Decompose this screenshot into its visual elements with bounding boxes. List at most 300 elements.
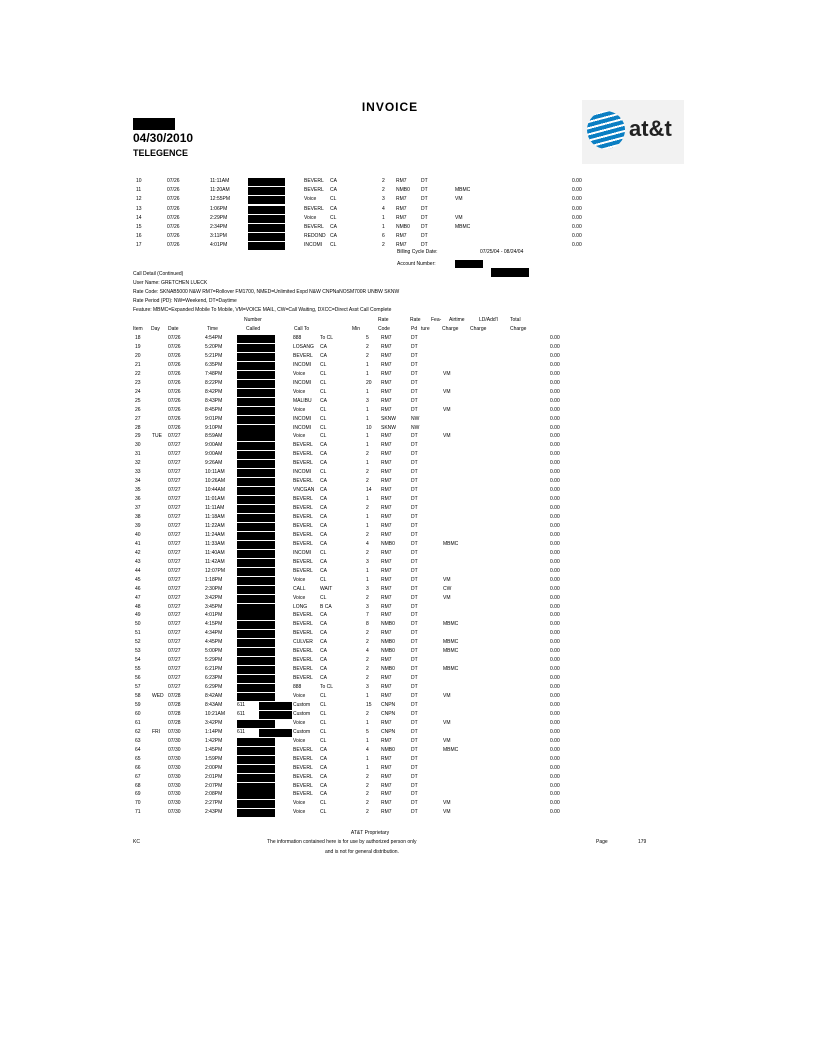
call-time: 1:45PM xyxy=(205,746,223,753)
feature: VM xyxy=(443,800,451,807)
call-to-state: CA xyxy=(320,496,327,503)
total-charge: 0.00 xyxy=(572,233,582,240)
number-called-redacted xyxy=(237,675,275,683)
item-number: 26 xyxy=(135,406,141,413)
call-time: 1:59PM xyxy=(205,755,223,762)
item-number: 64 xyxy=(135,746,141,753)
call-to-city: Voice xyxy=(293,388,306,395)
table-row xyxy=(0,442,816,451)
total-charge: 0.00 xyxy=(550,397,560,404)
minutes: 15 xyxy=(366,701,372,708)
feature: VM xyxy=(443,576,451,583)
col-airtime-charge: Charge xyxy=(442,326,459,332)
call-time: 11:33AM xyxy=(205,540,225,547)
number-called-redacted xyxy=(237,416,275,424)
call-time: 9:26AM xyxy=(205,460,223,467)
minutes: 3 xyxy=(366,558,369,565)
footer-page-number: 179 xyxy=(638,839,647,845)
number-called-redacted xyxy=(237,451,275,459)
total-charge: 0.00 xyxy=(550,460,560,467)
call-time: 1:18PM xyxy=(205,576,223,583)
rate-period: DT xyxy=(421,178,428,184)
rate-code: NMB0 xyxy=(396,224,410,230)
call-to-city: INCOMI xyxy=(304,242,323,249)
rate-period: DT xyxy=(411,397,418,404)
item-number: 12 xyxy=(136,196,142,203)
call-date: 07/27 xyxy=(168,612,181,619)
number-called-redacted xyxy=(248,196,285,204)
rate-period: NW xyxy=(411,415,420,422)
call-to-state: CA xyxy=(320,746,327,753)
item-number: 39 xyxy=(135,522,141,529)
call-date: 07/27 xyxy=(168,594,181,601)
redaction-block xyxy=(259,711,292,719)
number-called-redacted xyxy=(237,684,275,692)
number-called-redacted xyxy=(237,496,275,504)
table-row xyxy=(0,577,816,586)
rate-period: DT xyxy=(421,196,428,203)
item-number: 52 xyxy=(135,639,141,646)
number-called-redacted xyxy=(237,460,275,468)
rate-code: RM7 xyxy=(381,549,392,556)
number-called-redacted xyxy=(237,693,275,701)
minutes: 2 xyxy=(366,451,369,458)
rate-code: RM7 xyxy=(381,335,392,341)
number-called-redacted xyxy=(248,187,285,195)
call-time: 2:00PM xyxy=(205,764,223,771)
rate-period: DT xyxy=(411,585,418,592)
number-called-redacted xyxy=(237,639,275,647)
feature: VM xyxy=(443,719,451,726)
call-to-state: CA xyxy=(320,531,327,538)
rate-period: DT xyxy=(411,496,418,503)
item-number: 23 xyxy=(135,379,141,386)
item-number: 40 xyxy=(135,531,141,538)
call-to-state: CL xyxy=(320,728,327,735)
call-to-state: CL xyxy=(330,214,337,221)
call-date: 07/26 xyxy=(167,233,180,240)
number-called-redacted xyxy=(237,550,275,558)
minutes: 20 xyxy=(366,379,372,386)
call-to-state: CA xyxy=(320,657,327,664)
minutes: 1 xyxy=(366,693,369,699)
call-time: 11:01AM xyxy=(205,496,225,503)
call-time: 9:00AM xyxy=(205,442,223,449)
call-to-city: BEVERL xyxy=(293,666,313,673)
table-row xyxy=(0,809,816,818)
table-row xyxy=(0,398,816,407)
call-date: 07/28 xyxy=(168,710,181,717)
call-to-state: B CA xyxy=(320,603,332,610)
call-to-state: CL xyxy=(320,693,327,699)
table-row xyxy=(0,800,816,809)
item-number: 42 xyxy=(135,549,141,556)
call-time: 6:21PM xyxy=(205,666,223,673)
number-called-redacted xyxy=(237,362,275,370)
footer-page-label: Page xyxy=(596,839,608,845)
call-to-state: CA xyxy=(320,352,327,359)
total-charge: 0.00 xyxy=(550,370,560,377)
item-number: 28 xyxy=(135,424,141,431)
rate-code: RM7 xyxy=(381,469,392,476)
total-charge: 0.00 xyxy=(550,505,560,512)
rate-code: RM7 xyxy=(381,451,392,458)
call-to-city: BEVERL xyxy=(293,657,313,664)
number-called-redacted xyxy=(248,242,285,250)
total-charge: 0.00 xyxy=(572,187,582,194)
minutes: 2 xyxy=(366,675,369,682)
rate-code: NMB0 xyxy=(381,746,395,753)
col-ld-charge: Charge xyxy=(470,326,487,332)
rate-code: NMB0 xyxy=(381,540,395,547)
minutes: 2 xyxy=(366,657,369,664)
call-to-city: Voice xyxy=(293,576,306,583)
rate-period: DT xyxy=(411,576,418,583)
table-row xyxy=(0,568,816,577)
rate-code: RM7 xyxy=(381,433,392,440)
minutes: 2 xyxy=(366,809,369,816)
rate-period: DT xyxy=(411,469,418,476)
table-row xyxy=(0,747,816,756)
call-time: 10:11AM xyxy=(205,469,225,476)
call-to-city: 888 xyxy=(293,684,302,691)
rate-code: CNPN xyxy=(381,701,396,708)
total-charge: 0.00 xyxy=(572,214,582,221)
call-to-city: Voice xyxy=(304,214,317,221)
table-row xyxy=(0,765,816,774)
minutes: 1 xyxy=(382,214,385,221)
call-time: 2:08PM xyxy=(205,791,223,798)
total-charge: 0.00 xyxy=(550,791,560,798)
rate-code: RM7 xyxy=(396,205,407,212)
total-charge: 0.00 xyxy=(550,469,560,476)
call-to-city: BEVERL xyxy=(293,478,313,485)
item-number: 66 xyxy=(135,764,141,771)
rate-period: DT xyxy=(411,540,418,547)
call-to-city: BEVERL xyxy=(293,612,313,619)
table-row xyxy=(0,532,816,541)
table-row xyxy=(0,371,816,380)
call-time: 10:44AM xyxy=(205,487,226,494)
table-row xyxy=(0,335,816,344)
total-charge: 0.00 xyxy=(550,549,560,556)
total-charge: 0.00 xyxy=(550,576,560,583)
item-number: 61 xyxy=(135,719,141,726)
call-date: 07/26 xyxy=(168,343,181,350)
item-number: 20 xyxy=(135,352,141,359)
minutes: 2 xyxy=(366,666,369,673)
minutes: 5 xyxy=(366,728,369,735)
minutes: 2 xyxy=(366,549,369,556)
item-number: 71 xyxy=(135,809,141,816)
minutes: 1 xyxy=(366,388,369,395)
rate-period: DT xyxy=(411,800,418,807)
call-to-state: CA xyxy=(320,648,327,655)
rate-period: DT xyxy=(411,352,418,359)
feature: VM xyxy=(443,594,451,601)
table-row xyxy=(0,389,816,398)
table-row xyxy=(0,178,816,187)
total-charge: 0.00 xyxy=(550,442,560,449)
number-called-redacted xyxy=(237,783,275,791)
rate-code: RM7 xyxy=(381,406,392,413)
rate-period: DT xyxy=(411,460,418,467)
call-time: 3:42PM xyxy=(205,594,223,601)
call-date: 07/26 xyxy=(168,415,181,422)
item-number: 27 xyxy=(135,415,141,422)
call-to-city: INCOMI xyxy=(293,424,312,431)
rate-period: DT xyxy=(411,639,418,646)
call-time: 5:20PM xyxy=(205,343,223,350)
minutes: 4 xyxy=(366,540,369,547)
rate-period: DT xyxy=(421,187,428,194)
item-number: 60 xyxy=(135,710,141,717)
rate-period: DT xyxy=(411,648,418,655)
number-called-redacted xyxy=(237,353,275,361)
feature: VM xyxy=(443,388,451,395)
call-date: 07/27 xyxy=(168,621,181,628)
call-time: 10:26AM xyxy=(205,478,226,485)
total-charge: 0.00 xyxy=(550,478,560,485)
call-date: 07/26 xyxy=(168,370,181,377)
table-row xyxy=(0,206,816,215)
rate-period: DT xyxy=(411,693,418,699)
number-called-redacted xyxy=(237,442,275,450)
rate-period: DT xyxy=(411,594,418,601)
table-row xyxy=(0,648,816,657)
call-to-state: CL xyxy=(320,594,327,601)
call-time: 2:43PM xyxy=(205,809,223,816)
call-to-state: CA xyxy=(320,397,327,404)
call-date: 07/27 xyxy=(168,684,181,691)
call-date: 07/27 xyxy=(168,478,181,485)
rate-period-line: Rate Period (PD): NW=Weekend, DT=Daytime xyxy=(133,298,237,304)
total-charge: 0.00 xyxy=(550,809,560,816)
table-row xyxy=(0,353,816,362)
item-number: 33 xyxy=(135,469,141,476)
rate-period: DT xyxy=(411,442,418,449)
table-row xyxy=(0,693,816,702)
call-to-state: CL xyxy=(320,701,327,708)
call-to-state: CL xyxy=(330,196,337,203)
rate-code: RM7 xyxy=(381,684,392,691)
call-to-state: CA xyxy=(320,675,327,682)
call-time: 3:42PM xyxy=(205,719,223,726)
call-to-state: CA xyxy=(320,630,327,637)
call-to-state: CA xyxy=(320,540,327,547)
number-called-redacted xyxy=(237,648,275,656)
call-time: 8:42AM xyxy=(205,693,223,699)
call-time: 9:01PM xyxy=(205,415,223,422)
call-to-city: BEVERL xyxy=(304,187,324,194)
table-row xyxy=(0,711,816,720)
minutes: 1 xyxy=(366,406,369,413)
rate-period: DT xyxy=(411,558,418,565)
call-to-state: CA xyxy=(320,621,327,628)
col-min: Min xyxy=(352,326,361,332)
number-called-redacted xyxy=(248,233,285,241)
call-to-city: INCOMI xyxy=(293,469,312,476)
call-detail-heading: Call Detail (Continued) xyxy=(133,271,184,277)
item-number: 59 xyxy=(135,701,141,708)
total-charge: 0.00 xyxy=(550,773,560,780)
call-to-city: BEVERL xyxy=(293,460,313,467)
call-date: 07/27 xyxy=(168,433,181,440)
item-number: 15 xyxy=(136,224,142,230)
call-to-city: Voice xyxy=(293,719,306,726)
item-number: 29 xyxy=(135,433,141,440)
call-time: 2:07PM xyxy=(205,782,223,789)
total-charge: 0.00 xyxy=(550,666,560,673)
rate-period: DT xyxy=(411,388,418,395)
call-to-state: CA xyxy=(330,187,337,194)
call-date: 07/27 xyxy=(168,603,181,610)
table-row xyxy=(0,487,816,496)
call-date: 07/27 xyxy=(168,496,181,503)
total-charge: 0.00 xyxy=(550,424,560,431)
rate-period: DT xyxy=(411,522,418,529)
rate-period: DT xyxy=(411,755,418,762)
call-time: 5:29PM xyxy=(205,657,223,664)
rate-period: DT xyxy=(411,406,418,413)
call-to-state: CL xyxy=(320,809,327,816)
number-called-redacted xyxy=(237,666,275,674)
item-number: 35 xyxy=(135,487,141,494)
col-ture: ture xyxy=(421,326,430,332)
table-row xyxy=(0,344,816,353)
feature: MBMC xyxy=(443,648,459,655)
minutes: 2 xyxy=(366,478,369,485)
call-time: 8:42PM xyxy=(205,388,223,395)
call-to-city: VNCGAN xyxy=(293,487,315,494)
total-charge: 0.00 xyxy=(550,693,560,699)
minutes: 1 xyxy=(366,370,369,377)
call-to-city: Voice xyxy=(293,737,306,744)
minutes: 3 xyxy=(366,397,369,404)
call-time: 2:30PM xyxy=(205,585,223,592)
call-to-state: CA xyxy=(320,666,327,673)
rate-code: RM7 xyxy=(396,242,407,249)
col-ld: LD/Add'l xyxy=(479,317,498,323)
call-to-state: CA xyxy=(320,487,327,494)
minutes: 2 xyxy=(366,710,369,717)
minutes: 2 xyxy=(366,630,369,637)
number-called-redacted xyxy=(237,738,275,746)
rate-period: DT xyxy=(411,361,418,368)
call-to-state: CL xyxy=(330,242,337,249)
call-date: 07/26 xyxy=(167,187,180,194)
call-date: 07/27 xyxy=(168,630,181,637)
call-time: 11:11AM xyxy=(205,505,225,512)
number-called-redacted xyxy=(248,215,285,223)
call-date: 07/28 xyxy=(168,693,181,699)
table-row xyxy=(0,196,816,205)
call-time: 9:10PM xyxy=(205,424,223,431)
call-to-city: BEVERL xyxy=(304,224,324,230)
call-time: 1:42PM xyxy=(205,737,223,744)
item-number: 55 xyxy=(135,666,141,673)
call-to-city: LONG xyxy=(293,603,308,610)
number-called-redacted xyxy=(237,487,275,495)
item-number: 49 xyxy=(135,612,141,619)
item-number: 38 xyxy=(135,514,141,520)
call-to-state: CA xyxy=(320,558,327,565)
col-date: Date xyxy=(168,326,179,332)
rate-period: DT xyxy=(411,487,418,494)
rate-period: DT xyxy=(411,603,418,610)
number-called-redacted xyxy=(237,765,275,773)
billing-cycle-label: Billing Cycle Date: xyxy=(397,249,438,255)
call-to-state: CA xyxy=(320,773,327,780)
rate-code: RM7 xyxy=(381,657,392,664)
table-row xyxy=(0,550,816,559)
item-number: 67 xyxy=(135,773,141,780)
col-pd: Pd xyxy=(411,326,418,332)
feature: CW xyxy=(443,585,452,592)
minutes: 2 xyxy=(366,505,369,512)
table-row xyxy=(0,380,816,389)
rate-period: DT xyxy=(411,630,418,637)
account-number-redacted xyxy=(455,260,483,268)
rate-code: RM7 xyxy=(381,603,392,610)
item-number: 63 xyxy=(135,737,141,744)
total-charge: 0.00 xyxy=(550,764,560,771)
table-row xyxy=(0,612,816,621)
number-called-redacted xyxy=(237,657,275,665)
call-to-state: CA xyxy=(320,343,327,350)
rate-code: NMB0 xyxy=(396,187,410,194)
call-to-state: CA xyxy=(320,514,327,520)
feature: MBMC xyxy=(443,746,459,753)
item-number: 54 xyxy=(135,657,141,664)
minutes: 5 xyxy=(366,335,369,341)
call-to-city: Voice xyxy=(293,370,306,377)
redaction-block xyxy=(491,268,529,277)
call-to-state: To CL xyxy=(320,335,334,341)
number-called-redacted xyxy=(237,774,275,782)
redaction-block xyxy=(259,702,292,710)
rate-period: DT xyxy=(421,242,428,249)
total-charge: 0.00 xyxy=(550,746,560,753)
minutes: 2 xyxy=(366,594,369,601)
call-to-city: BEVERL xyxy=(293,648,313,655)
call-to-city: BEVERL xyxy=(293,782,313,789)
feature: MBMC xyxy=(443,540,459,547)
rate-code: RM7 xyxy=(381,388,392,395)
item-number: 17 xyxy=(136,242,142,249)
rate-code: NMB0 xyxy=(381,639,395,646)
total-charge: 0.00 xyxy=(572,196,582,203)
total-charge: 0.00 xyxy=(550,594,560,601)
feature: VM xyxy=(443,406,451,413)
minutes: 1 xyxy=(366,433,369,440)
table-row xyxy=(0,362,816,371)
minutes: 1 xyxy=(366,460,369,467)
call-to-state: CL xyxy=(320,469,327,476)
total-charge: 0.00 xyxy=(550,710,560,717)
rate-period: DT xyxy=(411,343,418,350)
call-time: 11:22AM xyxy=(205,522,225,529)
item-number: 69 xyxy=(135,791,141,798)
item-number: 25 xyxy=(135,397,141,404)
number-called-redacted xyxy=(237,720,275,728)
rate-period: DT xyxy=(411,728,418,735)
table-row xyxy=(0,666,816,675)
total-charge: 0.00 xyxy=(550,567,560,574)
call-time: 8:59AM xyxy=(205,433,223,440)
invoice-title: INVOICE xyxy=(361,100,419,114)
call-to-city: BEVERL xyxy=(293,352,313,359)
